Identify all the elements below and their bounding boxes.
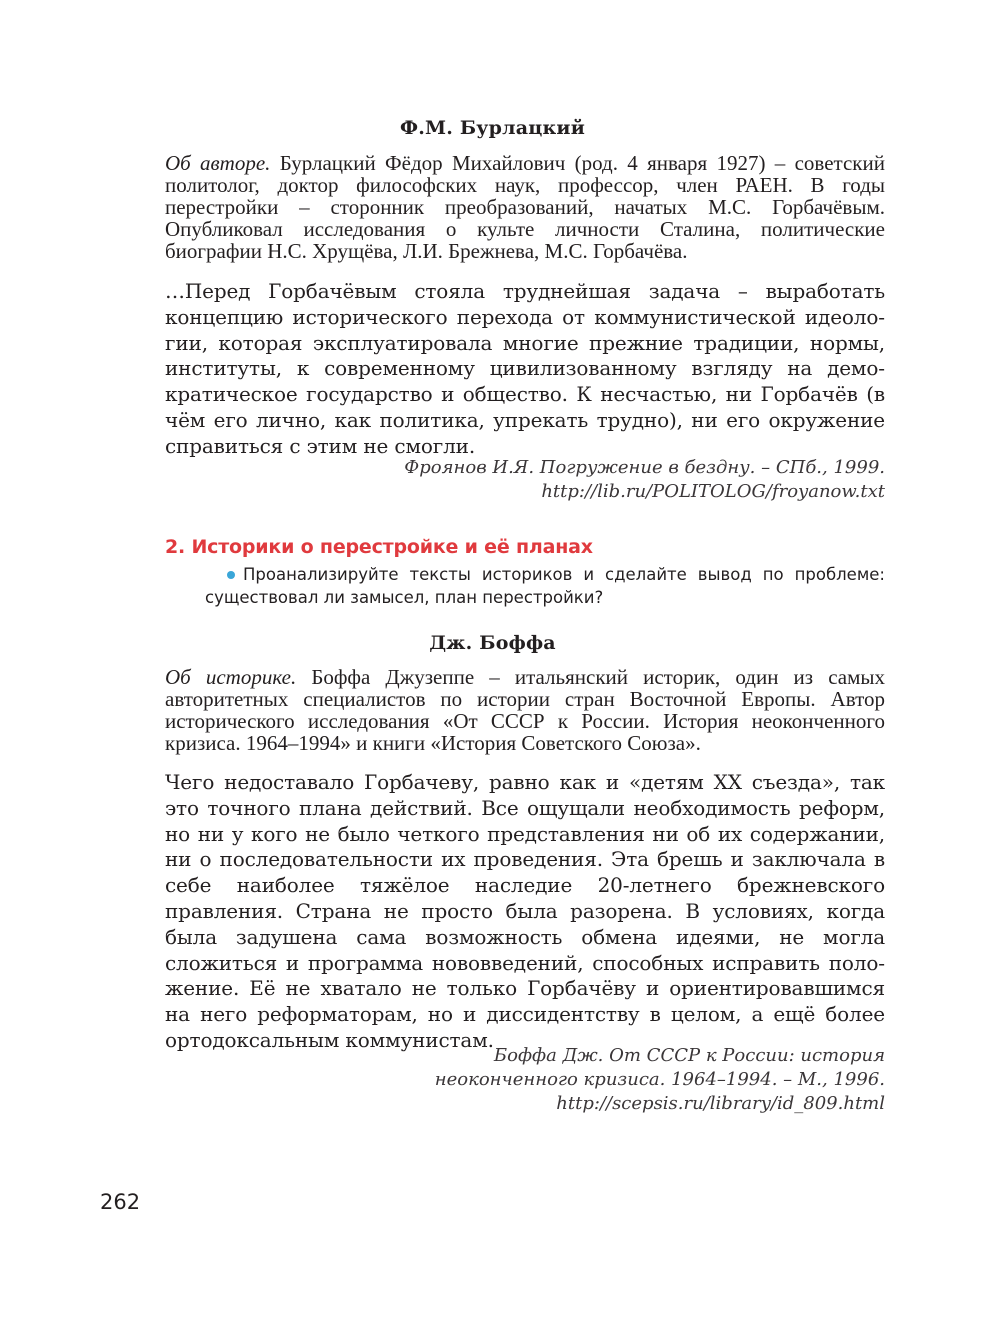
section-title: 2. Историки о перестройке и её планах [165, 536, 593, 558]
task-text: Проанализируйте тексты историков и сделайте вывод по проблеме: существовал ли замысел, план перестройки? [205, 565, 885, 607]
source-url: http://scepsis.ru/library/id_809.html [556, 1093, 885, 1114]
source-burlatsky [165, 456, 885, 504]
page-number: 262 [100, 1190, 141, 1214]
source-citation: Фроянов И.Я. Погружение в бездну. – СПб., 1999. [404, 457, 885, 478]
task-assignment [205, 563, 885, 609]
source-citation-details: неоконченного кризиса. 1964–1994. – М., 1996. [434, 1069, 885, 1090]
about-historian-label: Об историке. [165, 665, 297, 689]
source-boffa [165, 1044, 885, 1116]
about-historian-boffa [165, 666, 885, 754]
about-historian-text: Боффа Джузеппе – итальянский историк, один из самых авторитетных специалистов по истории стран Восточной Европы. Автор исторического исследования «От СССР к России. История неоконченного кризиса. 1964–1994» и книги «История Советского Союза». [165, 665, 885, 755]
author-heading-boffa: Дж. Боффа [429, 632, 556, 654]
quote-boffa: Чего недоставало Горбачеву, равно как и «детям XX съезда», так это точного плана действий. Все ощущали необходимость реформ, но ни у кого не было четкого представления ни об их содержании, ни о последовательности их проведения. Эта брешь и заключала в себе наиболее тяжёлое наследие 20-летнего брежневского правления. Страна не просто была разорена. В условиях, когда была задушена сама возможность обмена идеями, не могла сложиться и программа нововведений, способных исправить положение. Её не хватало не только Горбачёву и ориентировавшимся на него реформаторам, но и диссидентству в целом, а ещё более ортодоксальным коммунистам. [165, 770, 885, 1052]
quote-burlatsky: …Перед Горбачёвым стояла труднейшая задача – выработать концепцию исторического перехода от коммунистической идеологии, которая эксплуатировала многие прежние традиции, нормы, институты, к современному цивилизованному взгляду на демократическое государство и общество. К несчастью, ни Горбачёв (в чём его лично, как политика, упрекать трудно), ни его окружение справиться с этим не смогли. [165, 279, 885, 458]
bullet-icon [227, 571, 235, 579]
author-heading-burlatsky: Ф.М. Бурлацкий [399, 117, 586, 139]
about-author-label: Об авторе. [165, 151, 271, 175]
source-url: http://lib.ru/POLITOLOG/froyanow.txt [541, 481, 885, 502]
source-citation-title: Боффа Дж. От СССР к России: история [493, 1045, 885, 1066]
about-author-burlatsky [165, 152, 885, 262]
about-author-text: Бурлацкий Фёдор Михайлович (род. 4 января 1927) – советский политолог, доктор философских наук, профессор, член РАЕН. В годы перестройки – сторонник преобразований, начатых М.С. Горбачёвым. Опубликовал исследования о культе личности Сталина, политические биографии Н.С. Хрущёва, Л.И. Брежнева, М.С. Горбачёва. [165, 151, 885, 263]
